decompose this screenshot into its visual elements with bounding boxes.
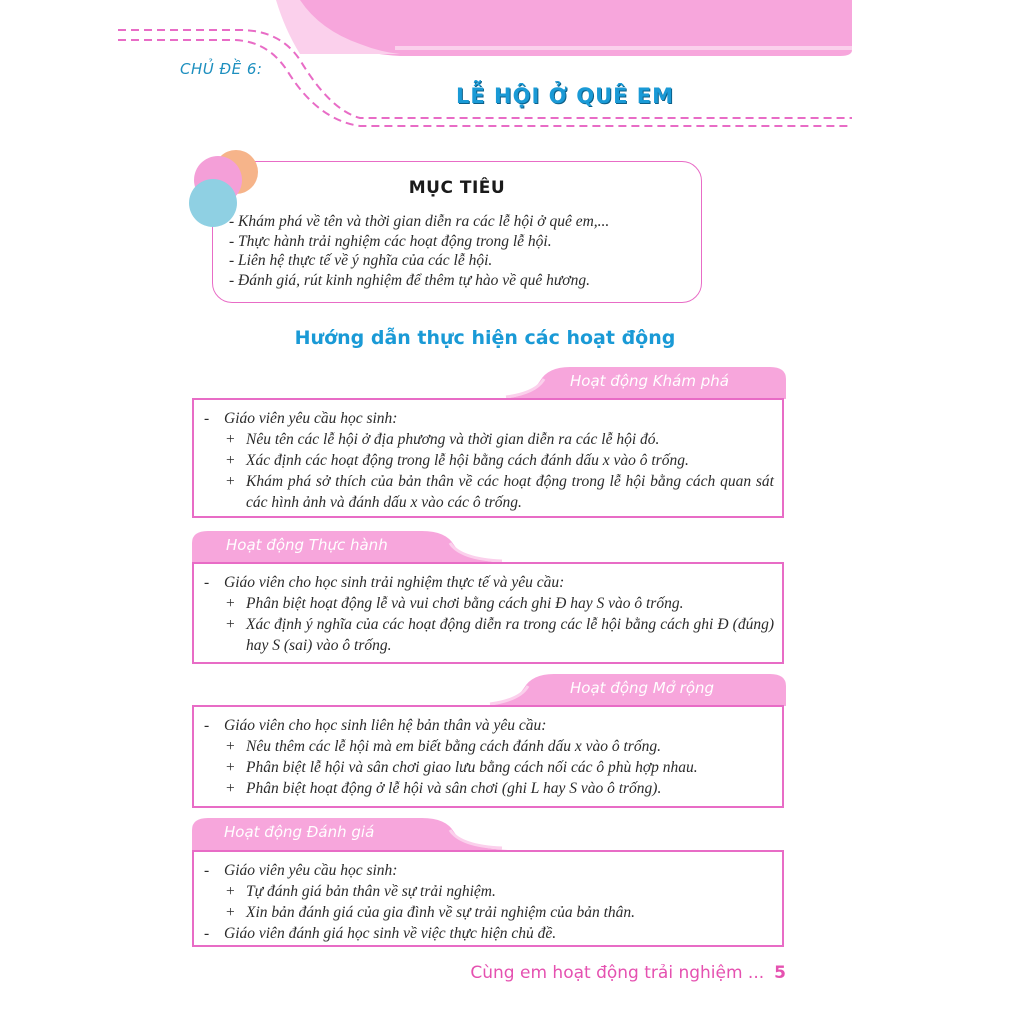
tab-kham-pha <box>500 367 786 399</box>
activity-item: + Xác định các hoạt động trong lễ hội bằng cách đánh dấu x vào ô trống. <box>194 450 782 471</box>
page-footer <box>470 963 786 983</box>
activity-item: + Phân biệt hoạt động ở lễ hội và sân chơi (ghi L hay S vào ô trống). <box>194 778 782 799</box>
tab-thuc-hanh <box>192 531 508 563</box>
objectives-list <box>229 212 609 290</box>
activity-intro: - Giáo viên cho học sinh trải nghiệm thực tế và yêu cầu: <box>194 572 782 593</box>
topic-label: CHỦ ĐỀ 6: <box>180 60 263 78</box>
page-number: 5 <box>774 963 786 983</box>
activity-item: + Xác định ý nghĩa của các hoạt động diễn ra trong các lễ hội bằng cách ghi Đ (đúng) hay S (sai) vào ô trống. <box>194 614 782 656</box>
activity-intro: - Giáo viên yêu cầu học sinh: <box>194 408 782 429</box>
tab-label: Hoạt động Đánh giá <box>224 823 375 841</box>
objective-item: - Khám phá về tên và thời gian diễn ra các lễ hội ở quê em,... <box>229 213 610 230</box>
activity-intro: - Giáo viên cho học sinh liên hệ bản thân và yêu cầu: <box>194 715 782 736</box>
footer-text: Cùng em hoạt động trải nghiệm ... <box>470 963 765 983</box>
objectives-box <box>212 161 702 303</box>
decorative-circles-icon <box>186 148 266 228</box>
chapter-title: LỄ HỘI Ở QUÊ EM <box>456 84 675 108</box>
activity-box-kham-pha <box>192 398 784 518</box>
tab-mo-rong <box>484 674 786 706</box>
activity-item: + Nêu thêm các lễ hội mà em biết bằng cách đánh dấu x vào ô trống. <box>194 736 782 757</box>
tab-label: Hoạt động Thực hành <box>226 536 388 554</box>
activity-item: + Tự đánh giá bản thân về sự trải nghiệm. <box>194 881 782 902</box>
header-decoration <box>0 0 1024 140</box>
tab-danh-gia <box>192 818 508 850</box>
tab-label: Hoạt động Mở rộng <box>570 679 715 697</box>
activity-box-danh-gia <box>192 850 784 947</box>
objective-item: - Đánh giá, rút kinh nghiệm để thêm tự hào về quê hương. <box>229 271 590 289</box>
objective-item: - Liên hệ thực tế về ý nghĩa của các lễ hội. <box>229 252 493 269</box>
activity-item: + Khám phá sở thích của bản thân về các hoạt động trong lễ hội bằng cách quan sát các hình ảnh và đánh dấu x vào các ô trống. <box>194 471 782 513</box>
objective-item: - Thực hành trải nghiệm các hoạt động trong lễ hội. <box>229 232 552 250</box>
objectives-title: MỤC TIÊU <box>408 178 506 198</box>
activity-box-thuc-hanh <box>192 562 784 664</box>
activity-item: + Phân biệt hoạt động lễ và vui chơi bằng cách ghi Đ hay S vào ô trống. <box>194 593 782 614</box>
tab-label: Hoạt động Khám phá <box>570 372 729 390</box>
activity-intro: - Giáo viên yêu cầu học sinh: <box>194 860 782 881</box>
activity-box-mo-rong <box>192 705 784 808</box>
guide-heading: Hướng dẫn thực hiện các hoạt động <box>294 327 676 349</box>
activity-outro: - Giáo viên đánh giá học sinh về việc thực hiện chủ đề. <box>194 923 782 944</box>
activity-item: + Xin bản đánh giá của gia đình về sự trải nghiệm của bản thân. <box>194 902 782 923</box>
activity-item: + Phân biệt lễ hội và sân chơi giao lưu bằng cách nối các ô phù hợp nhau. <box>194 757 782 778</box>
activity-item: + Nêu tên các lễ hội ở địa phương và thời gian diễn ra các lễ hội đó. <box>194 429 782 450</box>
